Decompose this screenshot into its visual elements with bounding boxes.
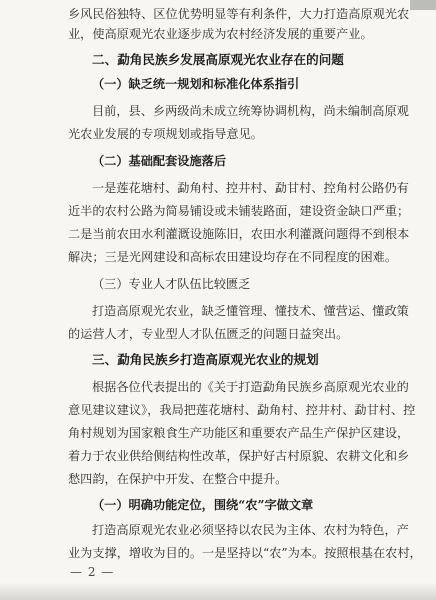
- section-heading-3: 三、勐角民族乡打造高原观光农业的规划: [92, 352, 319, 367]
- body-line: 业，使高原观光农业逐步成为农村经济发展的重要产业。: [68, 27, 373, 41]
- body-line: 业为支撑，增收为目的。一是坚持以“农”为本。按照根基在农村，: [68, 546, 422, 560]
- body-line: 一是莲花塘村、勐角村、控井村、勐甘村、控角村公路仍有: [92, 181, 409, 195]
- body-line: 解决；三是光网建设和高标农田建设均存在不同程度的困难。: [68, 250, 398, 264]
- body-line: 打造高原观光农业必须坚持以农民为主体、农村为特色，产: [92, 523, 409, 537]
- body-line: 的运营人才，专业型人才队伍匮乏的问题日益突出。: [68, 327, 349, 341]
- section-heading-2: 二、勐角民族乡发展高原观光农业存在的问题: [92, 52, 344, 67]
- subsection-heading-2-1: （一）缺乏统一规划和标准化体系指引: [92, 77, 300, 91]
- subsection-heading-2-2: （二）基础配套设施落后: [92, 154, 227, 168]
- body-line: 意见建议建议》，我局把莲花塘村、勐角村、控井村、勐甘村、控: [68, 403, 416, 417]
- body-line: 根据各位代表提出的《关于打造勐角民族乡高原观光农业的: [92, 380, 409, 394]
- scan-edge-shadow: [0, 582, 436, 600]
- body-line: 愁四韵，在保护中开发、在整合中提升。: [68, 472, 288, 486]
- body-line: 二是当前农田水利灌溉设施陈旧，农田水利灌溉问题得不到根本: [68, 227, 410, 241]
- body-line: 打造高原观光农业，缺乏懂管理、懂技术、懂营运、懂政策: [92, 304, 409, 318]
- subsection-heading-2-3: （三）专业人才队伍比较匮乏: [92, 277, 251, 291]
- body-line: 光农业发展的专项规划或指导意见。: [68, 127, 263, 141]
- body-line: 着力于农业供给侧结构性改革，保护好古村原貌、农耕文化和乡: [68, 449, 410, 463]
- body-line: 近半的农村公路为简易铺设或未铺装路面，建设资金缺口严重；: [68, 204, 410, 218]
- body-line: 乡风民俗独特、区位优势明显等有利条件，大力打造高原观光农: [68, 7, 410, 21]
- subsection-heading-3-1: （一）明确功能定位，围绕“农”字做文章: [92, 498, 314, 512]
- page-number: — 2 —: [70, 565, 115, 579]
- body-line: 目前，县、乡两级尚未成立统筹协调机构，尚未编制高原观: [92, 104, 409, 118]
- body-line: 角村规划为国家粮食生产功能区和重要农产品生产保护区建设，: [68, 426, 410, 440]
